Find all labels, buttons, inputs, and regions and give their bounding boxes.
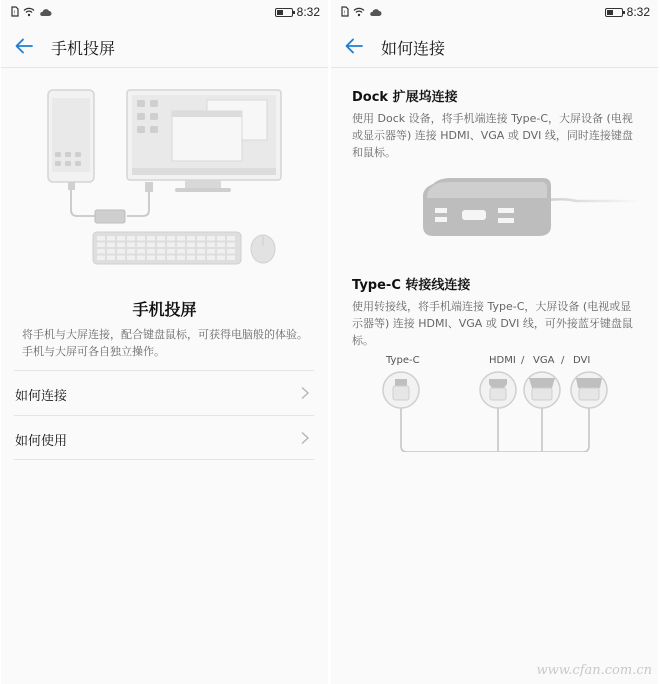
wifi-icon [353,7,365,20]
chevron-right-icon [300,431,310,445]
phone-illustration [48,90,94,182]
app-bar [1,24,328,68]
sim-icon [341,6,349,20]
status-time: 8:32 [296,5,320,19]
menu-item-label: 如何使用 [15,434,68,449]
help-menu [14,370,314,460]
dock-section-description: 使用 Dock 设备，将手机端连接 Type-C，大屏设备 (电视或显示器等) 连接 HDMI、VGA 或 DVI 线，同时连接键盘和鼠标。 [352,112,633,159]
vga-connector-icon [524,372,560,408]
typec-port-label: Type-C [386,355,420,366]
wifi-icon [23,7,35,20]
feature-title: 手机投屏 [132,300,197,319]
menu-item-label: 如何连接 [15,389,68,404]
feature-description: 将手机与大屏连接，配合键盘鼠标，可获得电脑般的体验。手机与大屏可各自独立操作。 [22,328,308,358]
battery-icon [605,8,623,17]
typec-section-description: 使用转接线，将手机端连接 Type-C，大屏设备 (电视或显示器等) 连接 HDMI、VGA 或 DVI 线，可外接蓝牙键盘鼠标。 [352,300,633,347]
keyboard-illustration [93,232,241,264]
dock-cable-illustration [68,182,153,223]
svg-text:!: ! [13,10,16,17]
dock-section-title: Dock 扩展坞连接 [352,90,458,105]
separator: / [561,355,565,366]
status-bar [331,0,658,24]
cloud-icon [369,7,382,20]
svg-text:!: ! [343,10,346,17]
projection-illustration [45,86,285,271]
vga-port-label: VGA [533,355,555,366]
back-arrow-icon[interactable] [343,35,365,57]
mouse-illustration [251,235,275,263]
cloud-icon [39,7,52,20]
status-time: 8:32 [626,5,650,19]
hdmi-connector-icon [480,372,516,408]
hdmi-port-label: HDMI [489,355,516,366]
back-arrow-icon[interactable] [13,35,35,57]
separator: / [521,355,525,366]
screen-projection-panel [1,0,328,684]
app-bar [331,24,658,68]
dvi-port-label: DVI [573,355,591,366]
status-bar [1,0,328,24]
typec-adapter-illustration [331,352,658,452]
watermark: www.cfan.com.cn [536,663,652,678]
typec-section-title: Type-C 转接线连接 [352,278,471,293]
dock-illustration [361,170,641,244]
menu-item-how-to-use[interactable] [14,415,314,460]
chevron-right-icon [300,386,310,400]
page-title: 手机投屏 [51,39,116,58]
sim-icon [11,6,19,20]
menu-item-how-to-connect[interactable] [14,370,314,415]
typec-connector-icon [383,372,419,408]
how-to-connect-panel [331,0,658,684]
page-title: 如何连接 [381,39,446,58]
monitor-illustration [127,90,281,192]
dvi-connector-icon [571,372,607,408]
battery-icon [275,8,293,17]
